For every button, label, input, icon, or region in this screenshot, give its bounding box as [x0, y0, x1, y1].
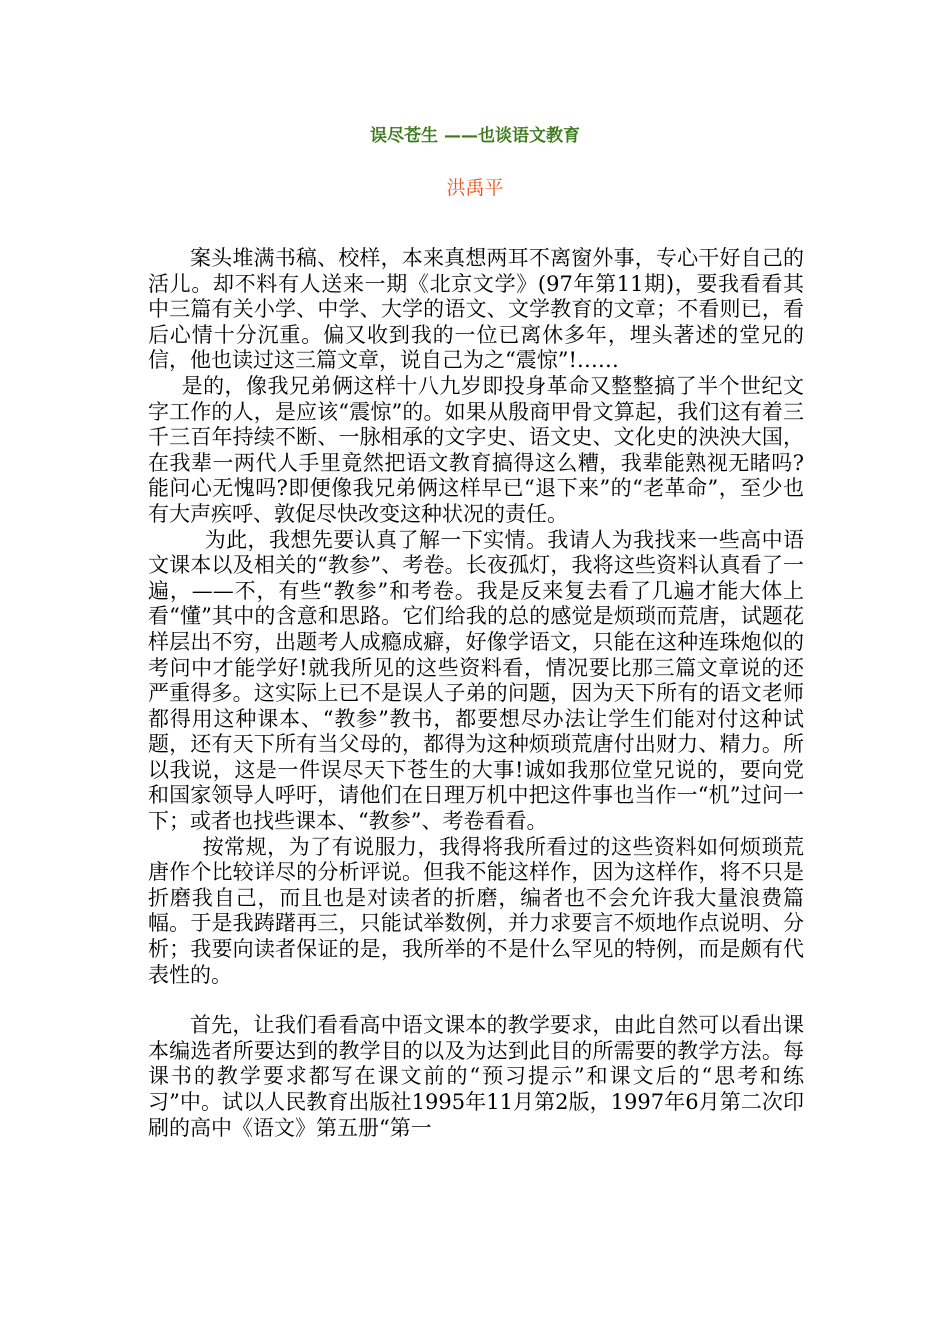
paragraph-4: 按常规，为了有说服力，我得将我所看过的这些资料如何烦琐荒唐作个比较详尽的分析评说。但我不能这样作，因为这样作，将不只是折磨我自己，而且也是对读者的折磨，编者也不会允许我大量浪费篇幅。于是我踌躇再三，只能试举数例，并力求要言不烦地作点说明、分析；我要向读者保证的是，我所举的不是什么罕见的特例，而是颇有代表性的。 [148, 834, 804, 987]
document-title: 误尽苍生 ——也谈语文教育 [370, 126, 580, 146]
article-body [148, 246, 804, 1141]
paragraph-3: 为此，我想先要认真了解一下实情。我请人为我找来一些高中语文课本以及相关的“教参”、考卷。长夜孤灯，我将这些资料认真看了一遍，——不，有些“教参”和考卷。我是反来复去看了几遍才能大体上看“懂”其中的含意和思路。它们给我的总的感觉是烦琐而荒唐，试题花样层出不穷，出题考人成瘾成癖，好像学语文，只能在这种连珠炮似的考问中才能学好!就我所见的这些资料看，情况要比那三篇文章说的还严重得多。这实际上已不是误人子弟的问题，因为天下所有的语文老师都得用这种课本、“教参”教书，都要想尽办法让学生们能对付这种试题，还有天下所有当父母的，都得为这种烦琐荒唐付出财力、精力。所以我说，这是一件误尽天下苍生的大事!诚如我那位堂兄说的，要向党和国家领导人呼吁，请他们在日理万机中把这件事也当作一“机”过问一下；或者也找些课本、“教参”、考卷看看。 [148, 527, 804, 834]
paragraph-5: 首先，让我们看看高中语文课本的教学要求，由此自然可以看出课本编选者所要达到的教学目的以及为达到此目的所需要的教学方法。每课书的教学要求都写在课文前的“预习提示”和课文后的“思考和练习”中。试以人民教育出版社1995年11月第2版，1997年6月第二次印刷的高中《语文》第五册“第一 [148, 1013, 804, 1140]
document-author: 洪禹平 [446, 177, 504, 199]
paragraph-2: 是的，像我兄弟俩这样十八九岁即投身革命又整整搞了半个世纪文字工作的人，是应该“震惊”的。如果从殷商甲骨文算起，我们这有着三千三百年持续不断、一脉相承的文字史、语文史、文化史的泱泱大国，在我辈一两代人手里竟然把语文教育搞得这么糟，我辈能熟视无睹吗?能问心无愧吗?即便像我兄弟俩这样早已“退下来”的“老革命”，至少也有大声疾呼、敦促尽快改变这种状况的责任。 [148, 373, 804, 526]
paragraph-1: 案头堆满书稿、校样，本来真想两耳不离窗外事，专心干好自己的活儿。却不料有人送来一期《北京文学》(97年第11期)，要我看看其中三篇有关小学、中学、大学的语文、文学教育的文章；不看则已，看后心情十分沉重。偏又收到我的一位已离休多年，埋头著述的堂兄的信，他也读过这三篇文章，说自己为之“震惊”!…… [148, 246, 804, 373]
